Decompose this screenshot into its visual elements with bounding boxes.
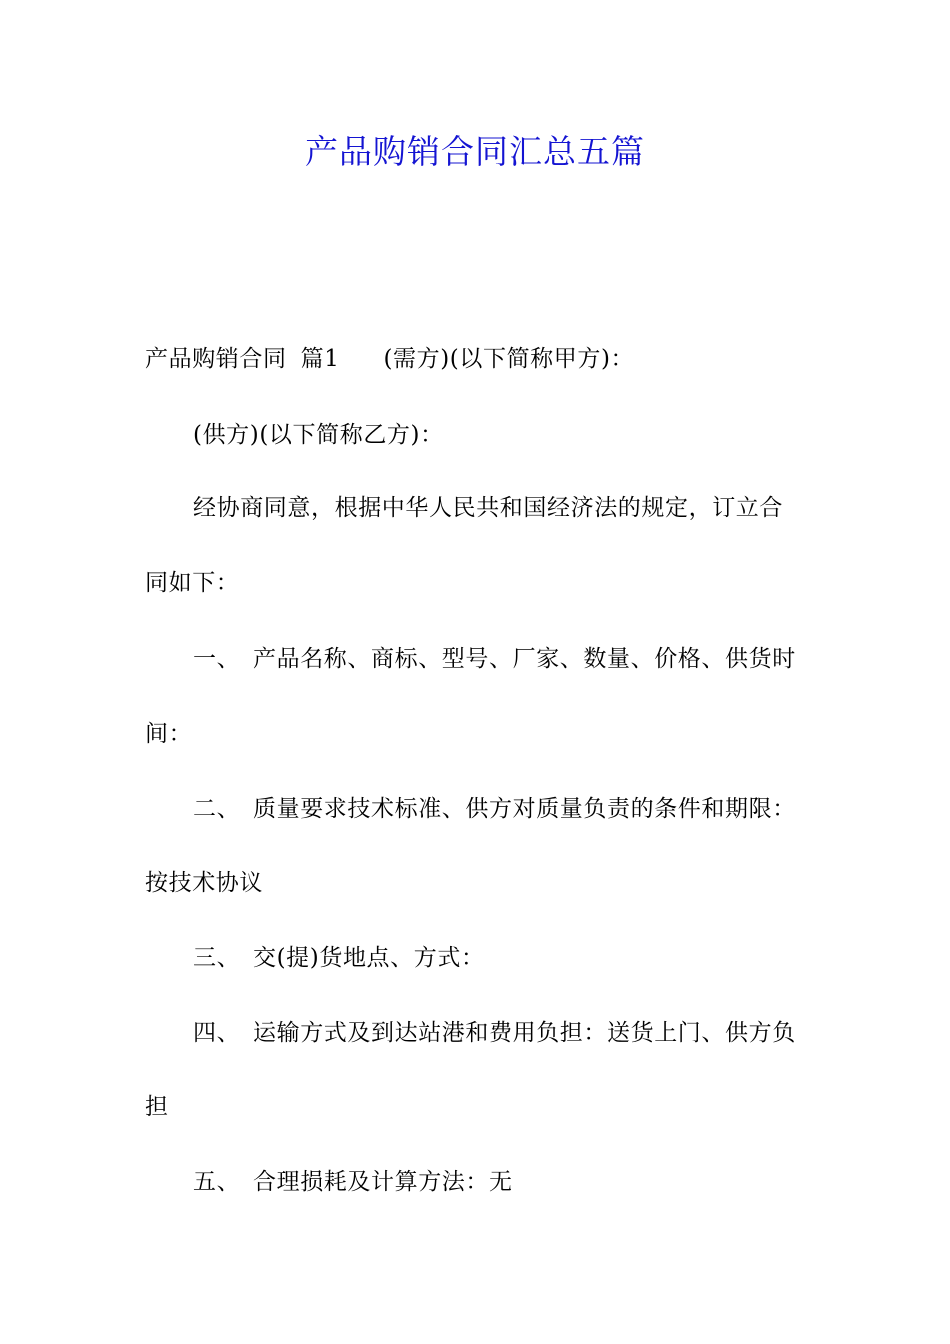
- clause-text-continued: 间：: [145, 721, 193, 747]
- clause-item: [193, 941, 858, 975]
- clause-number: 四、: [193, 1020, 241, 1046]
- clause-item: [193, 642, 858, 676]
- clause-item: [193, 792, 858, 826]
- contract-heading: 产品购销合同: [145, 346, 287, 372]
- clause-text: 交(提)货地点、方式：: [253, 945, 485, 971]
- contract-part-label: 篇1: [300, 346, 340, 372]
- clause-number: 一、: [193, 646, 241, 672]
- clause-text: 质量要求技术标准、供方对质量负责的条件和期限：: [253, 796, 796, 822]
- clause-text-continued: 担: [145, 1094, 169, 1120]
- document-title: 产品购销合同汇总五篇: [305, 132, 645, 171]
- clause-text: 合理损耗及计算方法：无: [253, 1169, 513, 1195]
- clause-text: 运输方式及到达站港和费用负担：送货上门、供方负: [253, 1020, 796, 1046]
- intro-paragraph-line-2: 同如下：: [145, 570, 240, 596]
- party-b-label: (供方)(以下简称乙方)：: [193, 422, 444, 448]
- intro-paragraph-line-1: 经协商同意，根据中华人民共和国经济法的规定，订立合: [193, 495, 783, 521]
- clause-text-continued: 按技术协议: [145, 870, 263, 896]
- clause-number: 五、: [193, 1169, 241, 1195]
- contract-heading-line: [145, 342, 810, 376]
- clause-text: 产品名称、商标、型号、厂家、数量、价格、供货时: [253, 646, 796, 672]
- clause-item: [193, 1165, 858, 1199]
- party-a-label: (需方)(以下简称甲方)：: [383, 346, 635, 372]
- clause-number: 三、: [193, 945, 241, 971]
- clause-number: 二、: [193, 796, 241, 822]
- clause-item: [193, 1016, 858, 1050]
